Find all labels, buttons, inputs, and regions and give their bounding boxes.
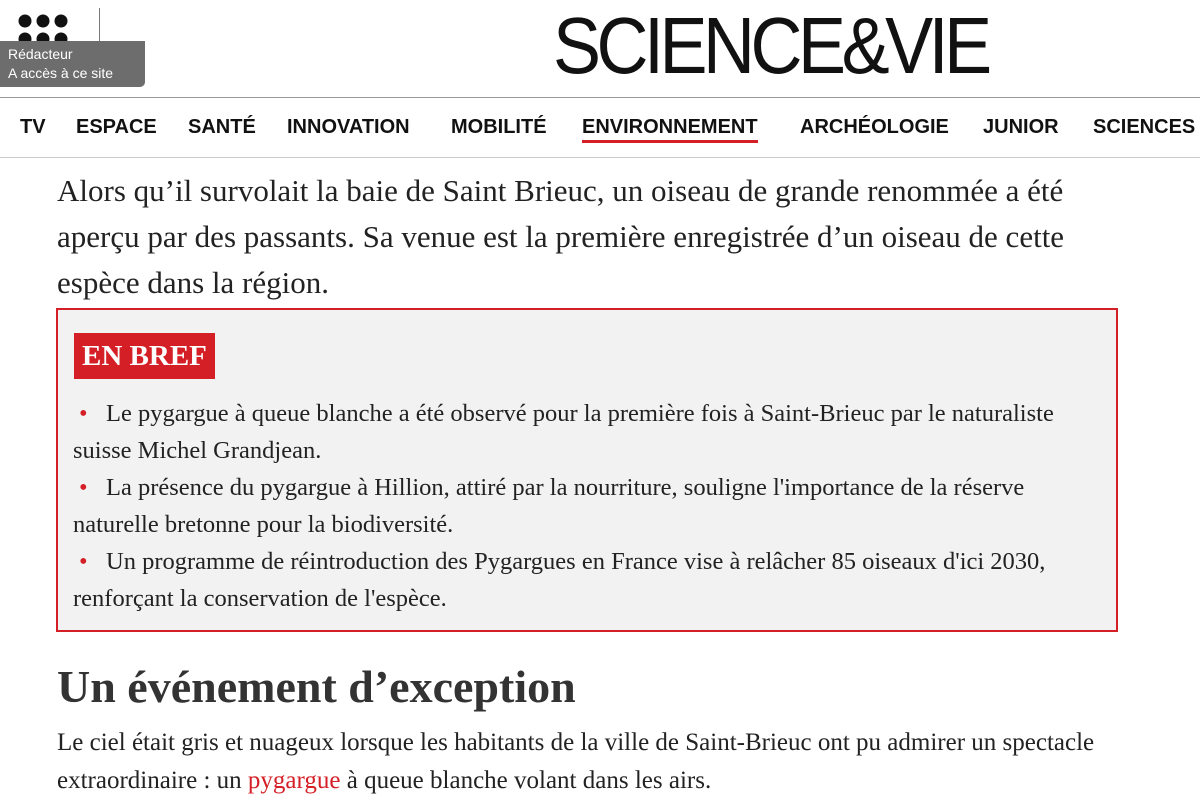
- article-lede: Alors qu’il survolait la baie de Saint Brieuc, un oiseau de grande renommée a été aperçu par des passants. Sa venue est la première enregistrée d’un oiseau de cette espèce dans la région.: [57, 173, 1065, 300]
- nav-item-espace[interactable]: ESPACE: [76, 116, 157, 138]
- brief-list: [73, 395, 1103, 617]
- nav-item-sciences[interactable]: SCIENCES: [1093, 116, 1196, 138]
- bullet-icon: •: [79, 400, 88, 427]
- nav-item-mobilite[interactable]: MOBILITÉ: [451, 116, 547, 138]
- brief-item: [73, 543, 1103, 617]
- section-title: Un événement d’exception: [57, 661, 576, 712]
- brief-item: [73, 395, 1103, 469]
- brief-box: [56, 308, 1118, 632]
- article-paragraph: [57, 724, 1147, 800]
- main-nav: [0, 97, 1200, 158]
- nav-item-tv[interactable]: TV: [20, 116, 46, 138]
- nav-item-innovation[interactable]: INNOVATION: [287, 116, 410, 138]
- nav-item-archeologie[interactable]: ARCHÉOLOGIE: [800, 116, 949, 138]
- bullet-icon: •: [79, 548, 88, 575]
- dots-grid-icon[interactable]: [17, 14, 81, 44]
- nav-item-junior[interactable]: JUNIOR: [983, 116, 1059, 138]
- site-header: [0, 0, 1200, 98]
- editor-tooltip: [0, 41, 145, 87]
- brief-item-text: Le pygargue à queue blanche a été observé pour la première fois à Saint-Brieuc par le naturaliste suisse Michel Grandjean.: [73, 400, 1054, 464]
- brief-item: [73, 469, 1103, 543]
- bullet-icon: •: [79, 474, 88, 501]
- pygargue-link[interactable]: pygargue: [247, 767, 341, 794]
- nav-item-environnement[interactable]: ENVIRONNEMENT: [582, 112, 758, 142]
- tooltip-role: Rédacteur: [8, 46, 73, 62]
- paragraph-text-end: à queue blanche volant dans les airs.: [340, 767, 712, 794]
- brief-title: EN BREF: [74, 333, 215, 379]
- site-logo[interactable]: SCIENCE&VIE: [553, 1, 988, 90]
- paragraph-text: Le ciel était gris et nuageux lorsque les habitants de la ville de Saint-Brieuc ont pu admirer un spectacle extraordinaire : un: [57, 729, 1095, 794]
- brief-item-text: La présence du pygargue à Hillion, attiré par la nourriture, souligne l'importance de la réserve naturelle bretonne pour la biodiversité.: [73, 474, 1025, 538]
- tooltip-access: A accès à ce site: [8, 65, 114, 81]
- nav-item-sante[interactable]: SANTÉ: [188, 116, 256, 138]
- brief-item-text: Un programme de réintroduction des Pygargues en France vise à relâcher 85 oiseaux d'ici 2030, renforçant la conservation de l'espèce.: [73, 548, 1046, 612]
